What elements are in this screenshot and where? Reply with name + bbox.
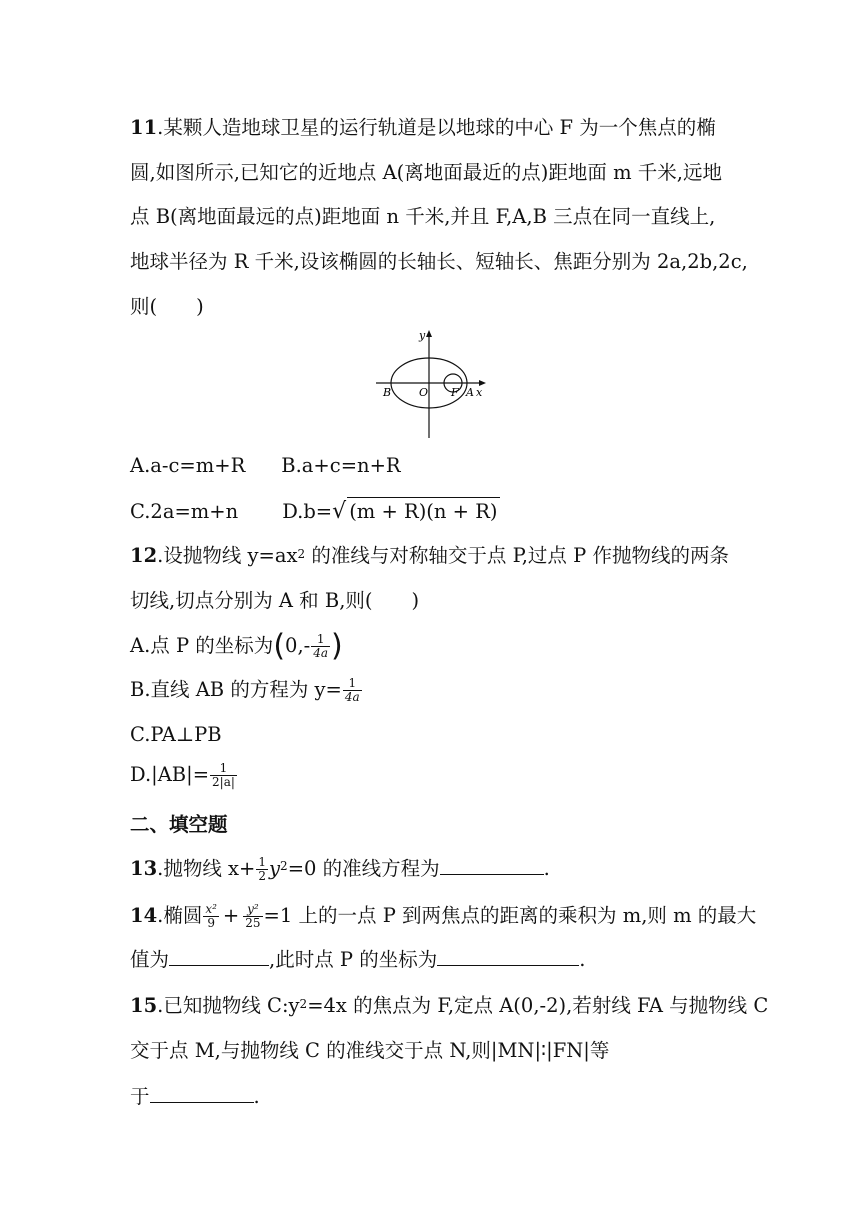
q15-line3-end: . [253, 1085, 260, 1108]
fraction-numerator: 1 [311, 633, 330, 647]
fraction-numerator: y² [243, 903, 262, 917]
y-axis-arrow [426, 330, 432, 337]
q11-line-2: 圆,如图所示,已知它的近地点 A(离地面最近的点)距地面 m 千米,远地 [130, 161, 722, 184]
q12-line-1 [130, 542, 729, 570]
q15-line-2: 交于点 M,与抛物线 C 的准线交于点 N,则|MN|∶|FN|等 [130, 1039, 610, 1062]
sqrt-symbol-icon: √ [332, 499, 347, 524]
q15-sup: 2 [299, 997, 308, 1011]
q15-text-1a: .已知抛物线 C:y [157, 994, 300, 1017]
q13-answer-blank[interactable] [440, 854, 544, 875]
q13-end: . [543, 857, 550, 880]
label-F: F [451, 386, 459, 399]
q11-option-d-radicand: (m + R)(n + R) [347, 497, 499, 526]
label-B: B [383, 386, 392, 399]
fraction-denominator: 9 [207, 916, 215, 930]
q14-text-a: .椭圆 [157, 904, 203, 927]
q11-option-d[interactable] [282, 500, 499, 523]
label-y: y [419, 329, 426, 342]
q13-number: 13 [130, 857, 158, 880]
fraction-numerator: x² [205, 902, 217, 916]
q11-text-1: .某颗人造地球卫星的运行轨道是以地球的中心 F 为一个焦点的椭 [157, 116, 716, 139]
label-x: x [476, 386, 483, 399]
q15-answer-blank[interactable] [150, 1082, 254, 1103]
q13-fraction [256, 856, 268, 883]
q14-text-b: =1 上的一点 P 到两焦点的距离的乘积为 m,则 m 的最大 [263, 904, 757, 927]
q12-text-1a: .设抛物线 y=ax [157, 544, 298, 567]
right-paren-icon: ) [331, 628, 343, 664]
q12-option-a-prefix: A.点 P 的坐标为 [130, 634, 274, 657]
q12-option-a[interactable] [130, 628, 343, 664]
q13-text-a: .抛物线 x+ [157, 857, 256, 880]
label-O: O [419, 386, 429, 399]
q12-number: 12 [130, 544, 158, 567]
q14-fraction-x [203, 903, 219, 930]
fraction-denominator: 4a [344, 690, 360, 704]
label-A: A [466, 386, 474, 399]
q15-line-1 [130, 992, 768, 1020]
q13-text-c: =0 的准线方程为 [287, 857, 440, 880]
section-heading-fill-in: 二、填空题 [130, 813, 228, 836]
q11-option-c[interactable]: C.2a=m+n [130, 500, 239, 523]
q13-text-b: y [269, 857, 281, 880]
q12-text-1b: 的准线与对称轴交于点 P,过点 P 作抛物线的两条 [305, 544, 729, 567]
q12-line-2: 切线,切点分别为 A 和 B,则( ) [130, 589, 420, 612]
q14-line-1 [130, 902, 756, 930]
q14-number: 14 [130, 904, 158, 927]
fraction-denominator: 4a [313, 646, 329, 660]
q12-option-b[interactable] [130, 676, 363, 704]
q11-number: 11 [130, 116, 158, 139]
left-paren-icon: ( [273, 628, 286, 664]
q11-line-4: 地球半径为 R 千米,设该椭圆的长轴长、短轴长、焦距分别为 2a,2b,2c, [130, 250, 748, 273]
q14-answer-blank-2[interactable] [437, 945, 579, 966]
fraction-denominator: 2|a| [212, 775, 235, 789]
q14-fraction-y [243, 903, 262, 930]
fraction-numerator: 1 [258, 855, 267, 869]
q11-options-row-2 [130, 497, 500, 526]
fraction-numerator: 1 [343, 677, 362, 691]
q11-line-1 [130, 114, 716, 142]
q12-sup: 2 [297, 547, 306, 561]
q13-line-1 [130, 854, 550, 883]
q14-line2-end: . [579, 948, 586, 971]
fraction-denominator: 2 [258, 869, 267, 883]
fraction-numerator: 1 [210, 762, 237, 776]
q12-option-a-fraction [311, 633, 330, 660]
q11-option-d-prefix: D.b= [282, 500, 333, 523]
q12-option-d-fraction [210, 762, 237, 789]
q13-sup: 2 [280, 859, 288, 873]
q11-option-b[interactable]: B.a+c=n+R [281, 454, 401, 477]
q14-plus: + [222, 904, 240, 927]
q14-line-2 [130, 945, 585, 974]
q14-line2-b: ,此时点 P 的坐标为 [269, 948, 438, 971]
q12-option-a-inner: 0,- [285, 634, 311, 657]
ellipse-orbit-figure [370, 326, 495, 444]
q11-line-3: 点 B(离地面最远的点)距地面 n 千米,并且 F,A,B 三点在同一直线上, [130, 205, 716, 228]
q12-option-d[interactable] [130, 761, 238, 789]
q14-line2-a: 值为 [130, 948, 170, 971]
q15-line3-a: 于 [130, 1085, 150, 1108]
q12-option-c[interactable]: C.PA⊥PB [130, 723, 222, 746]
q12-option-d-prefix: D.|AB|= [130, 763, 210, 786]
q11-line-5: 则( ) [130, 295, 204, 318]
q14-answer-blank-1[interactable] [169, 945, 269, 966]
q15-line-3 [130, 1082, 260, 1111]
q15-text-1b: =4x 的焦点为 F,定点 A(0,-2),若射线 FA 与抛物线 C [307, 994, 769, 1017]
fraction-denominator: 25 [245, 916, 261, 930]
q12-option-b-fraction [343, 677, 362, 704]
q11-option-a[interactable]: A.a-c=m+R [130, 454, 246, 477]
q11-options-row-1 [130, 452, 401, 480]
q15-number: 15 [130, 994, 158, 1017]
q12-option-b-prefix: B.直线 AB 的方程为 y= [130, 678, 342, 701]
